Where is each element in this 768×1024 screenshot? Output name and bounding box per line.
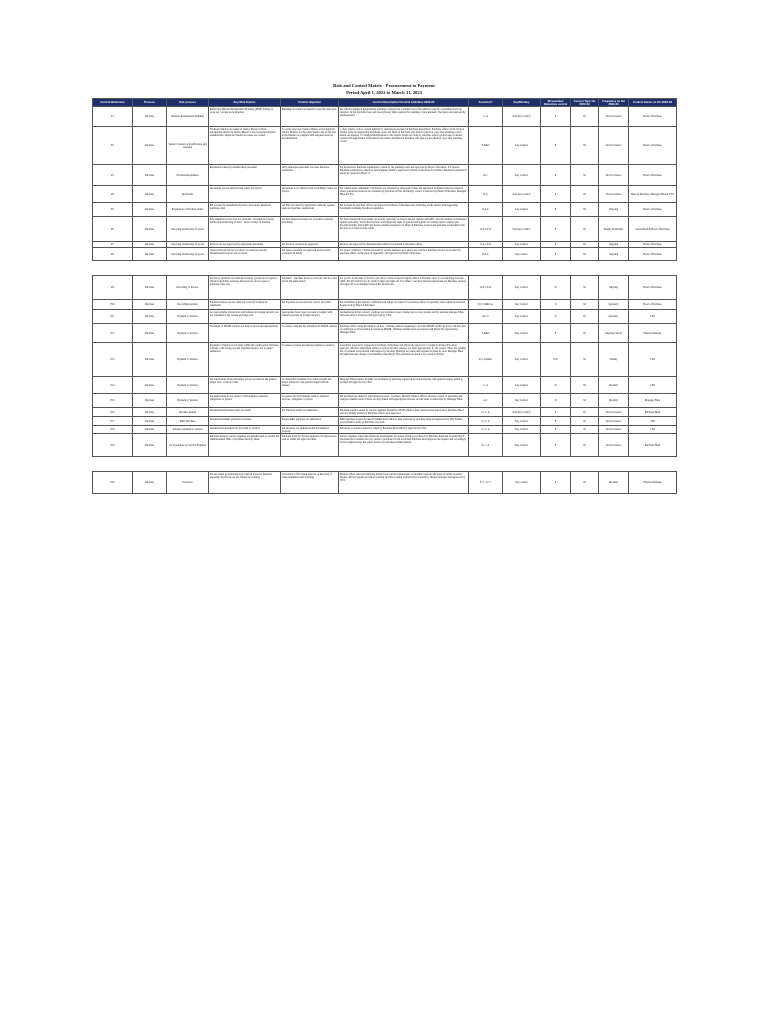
cell-desc: Advances to vendors request is raised by Purchase head which is approved by CFO. xyxy=(339,426,469,434)
cell-freq: Monthly xyxy=(599,472,629,494)
cell-risk: Unauthorised Purchase return are made. xyxy=(209,408,281,417)
cell-assertion: E, C, A xyxy=(469,434,503,457)
document-period: Period April 1, 2022 to March 31, 2023 xyxy=(346,90,422,95)
cell-type: M xyxy=(571,248,599,261)
cell-freq: Ongoing xyxy=(599,276,629,300)
column-header: Control objective xyxy=(281,99,339,107)
table-row xyxy=(93,394,677,408)
cell-desc: For spares / Delivery Challan is issued by service engineer once spares are received. Purchase invoice is recorded by purchase officer on the basis of signed DC and approved by Head of Purchase. xyxy=(339,248,469,261)
table-row xyxy=(93,127,677,165)
cell-sub: Vendor Creation or modification and selection xyxy=(167,127,209,165)
cell-freq: Quarterly xyxy=(599,310,629,324)
cell-desc: Service engineer raises miscellaneous requirements for spares which are reviewed by Purchase head and on analysing if purchase head consider that it is viable to purchase it from local then Purchase head approves the request and accordingly service engineer buys the spares from local and takes reimbursement. xyxy=(339,434,469,457)
cell-type: M xyxy=(571,107,599,127)
cell-key: Key Control xyxy=(503,300,541,310)
cell-key: Key Control xyxy=(503,417,541,426)
cell-owner: Manager F&A xyxy=(629,394,677,408)
cell-risk: PO is raised by unauthorized person. Inaccurate/ Duplicate purchase order xyxy=(209,203,281,217)
cell-ref: P20 xyxy=(93,472,133,494)
cell-owner: Purchase Head xyxy=(629,408,677,417)
cell-assertion: E,R&O xyxy=(469,324,503,343)
cell-objective: Ensure R&D purchase are authorized. xyxy=(281,417,339,426)
cell-sub: Preparation of Purchase Order xyxy=(167,203,209,217)
cell-objective: All Spares received are approved and recorded accurately & timely xyxy=(281,248,339,261)
document-title: Risk and Control Matrix - Procurement to Payment xyxy=(333,83,435,88)
cell-pd: D xyxy=(541,300,571,310)
cell-desc: Purchase return is raised by service engineer. Respective HOD which is then reviewed and approved by Purchase Head and accordingly posted by Purchase officer once approved. xyxy=(339,408,469,417)
cell-pd: P xyxy=(541,127,571,165)
cell-owner: MD xyxy=(629,417,677,426)
cell-freq: On Occurrence xyxy=(599,107,629,127)
cell-owner: Head of Purchase xyxy=(629,107,677,127)
cell-sub: Purchase Return xyxy=(167,408,209,417)
cell-owner: CFO xyxy=(629,343,677,377)
cell-pd: P xyxy=(541,217,571,242)
cell-objective: To ensure that payment of accounts payable sub ledger balances to the general ledger with GL balance xyxy=(281,377,339,394)
section-spacer xyxy=(93,457,677,472)
cell-sub: Provision xyxy=(167,472,209,494)
cell-owner: Head of Purchase xyxy=(629,165,677,186)
cell-objective: All invoices received are approved xyxy=(281,242,339,248)
cell-objective: Quotations to be analysed and accordingly orders are placed xyxy=(281,186,339,203)
cell-assertion: E, C, A, V xyxy=(469,472,503,494)
cell-assertion: E,R&O xyxy=(469,127,503,165)
cell-desc: As mentioned in the contract, creditors are translated as per closing rate at every quarter end by assistant manager F&A and each entry is reviewed and approved by CFO. xyxy=(339,310,469,324)
cell-freq: Ongoing xyxy=(599,203,629,217)
cell-sub: Invoicing and Receipt of goods xyxy=(167,217,209,242)
cell-assertion: A,C,V xyxy=(469,310,503,324)
cell-risk: Payment to Vendors is not made within the credit period. Payment is made to the wrong account. Payment made is not accurate / authorized xyxy=(209,343,281,377)
cell-ref: P19 xyxy=(93,434,133,457)
cell-assertion: O, C, A xyxy=(469,426,503,434)
cell-key: Key Control xyxy=(503,310,541,324)
table-row xyxy=(93,408,677,417)
cell-freq: On Occurrence xyxy=(599,408,629,417)
cell-process: Purchase xyxy=(133,276,167,300)
cell-type: M xyxy=(571,217,599,242)
cell-owner: Head of Purchase xyxy=(629,248,677,261)
cell-pd: P xyxy=(541,248,571,261)
cell-risk: Account payable transactions and balances in foreign currency are not translated at the current exchange rate. xyxy=(209,310,281,324)
cell-process: Purchase xyxy=(133,343,167,377)
cell-risk: Unauthorised Advances are provided to vendors. xyxy=(209,426,281,434)
cell-sub: Advance payment to vendors xyxy=(167,426,209,434)
cell-key: Key Control xyxy=(503,324,541,343)
table-row xyxy=(93,310,677,324)
cell-sub: Payment to Vendors xyxy=(167,394,209,408)
cell-pd: P xyxy=(541,426,571,434)
column-header: Control Reference xyxy=(93,99,133,107)
cell-key: Key Control xyxy=(503,127,541,165)
cell-ref: P6 xyxy=(93,217,133,242)
cell-pd: P xyxy=(541,186,571,203)
cell-risk: All transactions of the sub ledger are not recorded in the general ledger and / or the accounts xyxy=(209,377,281,394)
cell-risk: Unauthorised R&D purchases are made. xyxy=(209,417,281,426)
table-row xyxy=(93,417,677,426)
cell-sub: Invoicing and Receipt of goods xyxy=(167,248,209,261)
cell-key: Key Control xyxy=(503,343,541,377)
table-row xyxy=(93,300,677,310)
table-row xyxy=(93,324,677,343)
cell-risk: Excess/ under provisioning may result in incorrect financial reporting. Provisions are not backed by working xyxy=(209,472,281,494)
cell-ref: P18 xyxy=(93,426,133,434)
cell-process: Purchase xyxy=(133,324,167,343)
cell-owner: CFO xyxy=(629,377,677,394)
cell-process: Purchase xyxy=(133,217,167,242)
cell-assertion: C, A xyxy=(469,107,503,127)
cell-type: M xyxy=(571,472,599,494)
column-header: Control Description/ Control Activities 2022-23 xyxy=(339,99,469,107)
cell-desc: R&D purchase request is raised by R&D head which is then reviewed by purchase head and approved by MD. Further procurement is same as Purchase of Goods. xyxy=(339,417,469,426)
column-header: Key/Nonkey xyxy=(503,99,541,107)
cell-ref: P17 xyxy=(93,417,133,426)
cell-sub: Recording of Invoice xyxy=(167,276,209,300)
cell-pd: D xyxy=(541,276,571,300)
cell-desc: For Raw material & Store items: At security gate entry is done in inward register and GRN / Invoice number is mentioned against each entry. Stores head reviews and physically signs on gate inward register on weekly basis to ensure gate inwards matches with GRN and Invoice number mapped to it. Head of Purchase reviews and performs on monthly basis invoices is created in entry GRN. xyxy=(339,217,469,242)
cell-ref: P7 xyxy=(93,242,133,248)
cell-sub: Invoicing and Receipt of goods xyxy=(167,242,209,248)
cell-objective: All Purchase return are authorized. xyxy=(281,408,339,417)
cell-pd: P xyxy=(541,242,571,248)
cell-ref: P13 xyxy=(93,343,133,377)
cell-objective: All Payables are recorded are correct and valid. xyxy=(281,300,339,310)
cell-key: Non Key Control xyxy=(503,107,541,127)
cell-type: M xyxy=(571,377,599,394)
cell-sub: Payment to Vendors xyxy=(167,310,209,324)
cell-pd: P xyxy=(541,107,571,127)
cell-objective: To ensure that all payments relate to business services, obligation or payees xyxy=(281,394,339,408)
cell-process: Purchase xyxy=(133,434,167,457)
column-header: Assertion* xyxy=(469,99,503,107)
cell-ref: P4 xyxy=(93,186,133,203)
table-row xyxy=(93,186,677,203)
cell-objective: Purchase made by Service engineers are approved as well as within the approved limit. xyxy=(281,434,339,457)
cell-freq: On Occurrence xyxy=(599,186,629,203)
cell-type: M xyxy=(571,203,599,217)
cell-desc: Purchase officer sends the email to all new / existing vendors requesting to provide MSME certificate if any. On the basis of certificate received vendor is treated as MSME. Ultimate identification is reviewed and physically approved by Manager F&A. xyxy=(339,324,469,343)
cell-risk: Requisition raised by unauthorized personnel xyxy=(209,165,281,186)
cell-freq: Quarterly xyxy=(599,300,629,310)
cell-risk: Spares received are not recorded / recorded incorrectly. Unauthorized invoices are recorded. xyxy=(209,248,281,261)
cell-risk: Raw Material received are not recorded / recorded incorrectly. Ineffective monitoring of short / excess receipt of material. xyxy=(209,217,281,242)
cell-type: M xyxy=(571,186,599,203)
cell-type: M xyxy=(571,242,599,248)
column-header: Control Owner as On 2022-23 xyxy=(629,99,677,107)
cell-freq: On Occurrence xyxy=(599,434,629,457)
cell-key: Key control xyxy=(503,472,541,494)
table-row xyxy=(93,107,677,127)
document-page xyxy=(92,82,676,494)
table-row xyxy=(93,343,677,377)
cell-desc: For goods: At the time of invoice, grn entry is done in inward register. Head of Purchase does 3 way matching between GRN, PO, PO and Invoice in vendor ledger and signs off. For Others / services: Inward register head of Purchase reviews and signs off on evaluating between PO and Invoice. xyxy=(339,276,469,300)
cell-process: Purchase xyxy=(133,248,167,261)
cell-type: M xyxy=(571,300,599,310)
cell-risk: Payable balances are not reflected correctly in financial statements. xyxy=(209,300,281,310)
cell-sub: Material Requirement Planning xyxy=(167,107,209,127)
cell-pd: D xyxy=(541,377,571,394)
cell-pd: P xyxy=(541,165,571,186)
cell-assertion: E,C,A,R&O xyxy=(469,343,503,377)
cell-objective: To ensure company has identified all MSME vendors xyxy=(281,324,339,343)
cell-objective: Only authorized personnel can raise Purchase requisition xyxy=(281,165,339,186)
cell-desc: Reconciliation is the balance confirmation & ledger is prepared by purchase officer on quarterly basis which is reviewed & approved by Head of Purchase. xyxy=(339,300,469,310)
cell-type: M xyxy=(571,310,599,324)
cell-process: Purchase xyxy=(133,408,167,417)
cell-owner: Head of Purchase xyxy=(629,300,677,310)
cell-risk: Purchase made by service engineer are unauthorised or outside the reimbursement limit of purchases head by them. xyxy=(209,434,281,457)
column-header: Frequency as On 2022-23 xyxy=(599,99,629,107)
cell-freq: On Occurrence xyxy=(599,127,629,165)
cell-pd: D xyxy=(541,394,571,408)
cell-freq: Ongoing xyxy=(599,248,629,261)
cell-sub: Recording payables xyxy=(167,300,209,310)
column-header: (Preventive/ (Detective control xyxy=(541,99,571,107)
cell-type: M xyxy=(571,276,599,300)
cell-pd: P xyxy=(541,408,571,417)
cell-desc: For Production: Purchase requisition is raised by the planning team and approved by Head of Purchase. For Spares: Purchase requisition is raised by user/engineer which is approved by Head of Purchase. For Others: Purchase requisition is issued by respective Head of xyxy=(339,165,469,186)
cell-process: Purchase xyxy=(133,394,167,408)
cell-pd: P/D xyxy=(541,343,571,377)
cell-key: Key Control xyxy=(503,276,541,300)
cell-type: M xyxy=(571,324,599,343)
cell-owner: Head of Purchase xyxy=(629,203,677,217)
table-row xyxy=(93,203,677,217)
cell-ref: P5 xyxy=(93,203,133,217)
cell-sub: Local purchase by Service Engineer xyxy=(167,434,209,457)
cell-sub: Quotations xyxy=(167,186,209,203)
risk-control-matrix-table xyxy=(92,98,677,494)
cell-ref: P10 xyxy=(93,300,133,310)
table-row xyxy=(93,248,677,261)
cell-risk: Payments made do not relate to valid business expenses, obligations or payees xyxy=(209,394,281,408)
cell-objective: Calculation of Provision must be on the basis of valid assumption and workings xyxy=(281,472,339,494)
cell-freq: Weekly & Monthly xyxy=(599,217,629,242)
title-block xyxy=(92,82,676,96)
cell-key: Key Control xyxy=(503,426,541,434)
cell-ref: P16 xyxy=(93,408,133,417)
cell-desc: An effective Material Requirement planning company has a standard excel file which is used for preventing stock out situation. In this file/table base and stores (buyer) input required for planning of procurement. The inputs are analyzed by purchase head. xyxy=(339,107,469,127)
cell-desc: Manager F&A prepares monthly reconciliation of purchase register & Accounts Payable with general ledgers which is verified and approved by CFO. xyxy=(339,377,469,394)
cell-freq: Monthly xyxy=(599,394,629,408)
table-row xyxy=(93,472,677,494)
cell-assertion: O,A,C xyxy=(469,248,503,261)
cell-objective: Suppliers' / purchase invoices correctly and are valid and in the same period. xyxy=(281,276,339,300)
cell-process: Purchase xyxy=(133,203,167,217)
column-header: Sub process xyxy=(167,99,209,107)
cell-owner: Head of Purchase, Manager F&A & CFO xyxy=(629,186,677,203)
cell-desc: A payment proposal is prepared by the Head of Purchase and physically approved or sought from the CFO. After approval, Advance adjustment entries as before the GFC releases are done appropriately by the vendor. Thus, the pending list of payment is reconciled with ledgers by the Asst. Manager Accounts and payment is made by Asst. Manager F&A through bank and cheque or net banking respectively. The payments are made every week on Friday. xyxy=(339,343,469,377)
table-row xyxy=(93,434,677,457)
cell-owner: CFO xyxy=(629,426,677,434)
cell-type: M xyxy=(571,394,599,408)
cell-key: Key Control xyxy=(503,165,541,186)
cell-key: Non Key Control xyxy=(503,217,541,242)
cell-key: Non Key Control xyxy=(503,186,541,203)
cell-assertion: O,A,C,E,O xyxy=(469,217,503,242)
cell-process: Purchase xyxy=(133,242,167,248)
column-header: Process xyxy=(133,99,167,107)
cell-assertion: E,C,V,R&O,A xyxy=(469,300,503,310)
cell-desc: Invoices are approved by Purchase head which is forwarded to Purchase officer. xyxy=(339,242,469,248)
cell-process: Purchase xyxy=(133,310,167,324)
cell-freq: On Occurrence xyxy=(599,417,629,426)
cell-process: Purchase xyxy=(133,472,167,494)
cell-assertion: O,A,C xyxy=(469,203,503,217)
cell-freq: Monthly xyxy=(599,377,629,394)
cell-desc: All payments are linked to appropriate invoices / vouchers. Monthly finance Officer extracts a report of payments and analyses whether each of those are duly linked with appropriate invoices and the same is authorized by Manager F&A. xyxy=(339,394,469,408)
cell-assertion: O,C, xyxy=(469,165,503,186)
cell-objective: To create error free Vendor Master, avoid duplicate Vendor Masters for the same Vendor and all the data in the Masters is complete with adequate back up documentation. xyxy=(281,127,339,165)
table-row xyxy=(93,276,677,300)
cell-type: M xyxy=(571,127,599,165)
cell-desc: Finance officer takes provisioning details from various stakeholders on monthly basis On the basis of details received finance officer prepares provision working and this working is physically reviewed by finance manager and approved by CFO. xyxy=(339,472,469,494)
cell-ref: P12 xyxy=(93,324,133,343)
cell-sub: Purchase Requisition xyxy=(167,165,209,186)
cell-type: M xyxy=(571,417,599,426)
cell-owner: Head of Purchase xyxy=(629,242,677,248)
cell-owner: CFO xyxy=(629,310,677,324)
cell-owner: Stores Head & Head of Purchase xyxy=(629,217,677,242)
table-row xyxy=(93,377,677,394)
cell-sub: Payment to Vendors xyxy=(167,324,209,343)
table-row xyxy=(93,426,677,434)
column-header: Control Type On 2022-23 xyxy=(571,99,599,107)
cell-pd: P xyxy=(541,324,571,343)
cell-freq: Ongoing/ Yearly xyxy=(599,324,629,343)
cell-process: Purchase xyxy=(133,300,167,310)
cell-ref: P15 xyxy=(93,394,133,408)
cell-assertion: O,A xyxy=(469,186,503,203)
table-row xyxy=(93,217,677,242)
table-body xyxy=(93,107,677,494)
cell-owner: Head of Purchase xyxy=(629,127,677,165)
cell-pd: D xyxy=(541,310,571,324)
cell-process: Purchase xyxy=(133,165,167,186)
cell-key: Key Control xyxy=(503,377,541,394)
cell-type: M xyxy=(571,426,599,434)
cell-process: Purchase xyxy=(133,417,167,426)
cell-ref: P9 xyxy=(93,276,133,300)
cell-key: Key Control xyxy=(503,203,541,217)
table-row xyxy=(93,165,677,186)
cell-key: Key Control xyxy=(503,242,541,248)
cell-process: Purchase xyxy=(133,426,167,434)
cell-freq: Ongoing xyxy=(599,242,629,248)
cell-pd: P xyxy=(541,472,571,494)
section-spacer xyxy=(93,261,677,276)
cell-type: M xyxy=(571,343,599,377)
cell-assertion: C, A xyxy=(469,377,503,394)
cell-process: Purchase xyxy=(133,186,167,203)
cell-objective: Planning of production material as per the sales plan xyxy=(281,107,339,127)
cell-freq: On Occurrence xyxy=(599,165,629,186)
cell-ref: P8 xyxy=(93,248,133,261)
cell-process: Purchase xyxy=(133,107,167,127)
cell-risk: Invoices are not approved by appropriate personnel xyxy=(209,242,281,248)
cell-desc: PO is raised by purchase officer and approved by Head of Purchase after reviewing all the details with supporting documents including Purchase requisition. xyxy=(339,203,469,217)
cell-objective: All Raw material receipts are recorded accurately and timely xyxy=(281,217,339,242)
table-header-row xyxy=(93,99,677,107)
cell-ref: P14 xyxy=(93,377,133,394)
cell-type: M xyxy=(571,434,599,457)
cell-objective: All advances are authorized and documented properly. xyxy=(281,426,339,434)
cell-pd: P xyxy=(541,417,571,426)
column-header: Key Risk Events xyxy=(209,99,281,107)
cell-sub: Payment to Vendors xyxy=(167,343,209,377)
cell-sub: R&D Purchase xyxy=(167,417,209,426)
cell-key: Key control xyxy=(503,248,541,261)
cell-ref: P11 xyxy=(93,310,133,324)
cell-key: Key Control xyxy=(503,434,541,457)
cell-risk: Fictitious Vendors are added to Vendor Master Critical information entered in Vendor Master is inaccurate/incomplete/ unauthorized. Duplicate Vendor Accounts are created. xyxy=(209,127,281,165)
cell-owner: Finance Manager xyxy=(629,324,677,343)
cell-desc: 1. New vendor code is created initially by authorized personnel in Purchase department. Purchase officer on the basis of Vendor form and supporting document create and Head of Purchase will approve physical copy after ensuring correct details are entered. 2. Changes/Modifications to the vendor master are done by purchase officer on the basis of details received through Vendor form/email from vendor and Head of Purchase will approve the physical copy after ensuring correct xyxy=(339,127,469,165)
cell-assertion: O,A,C,E,O xyxy=(469,276,503,300)
cell-ref: P2 xyxy=(93,127,133,165)
cell-risk: Treatment of MSME vendors are done accurate and appropriately xyxy=(209,324,281,343)
cell-pd: P xyxy=(541,203,571,217)
cell-assertion: O,A,C,E,O xyxy=(469,242,503,248)
cell-key: Key Control xyxy=(503,394,541,408)
cell-freq: On Occurrence xyxy=(599,426,629,434)
cell-process: Purchase xyxy=(133,377,167,394)
cell-risk: Inventory quantities recorded in inventory system do not agree to physical quantities received. Invoiced rate do not agree to purchase order rate. xyxy=(209,276,281,300)
cell-freq: Weekly xyxy=(599,343,629,377)
cell-assertion: A,C xyxy=(469,394,503,408)
cell-owner: Head of Purchase xyxy=(629,276,677,300)
cell-sub: Payment to Vendors xyxy=(167,377,209,394)
cell-objective: All POs are raised by appropriate authority against approved purchase requisitions xyxy=(281,203,339,217)
cell-process: Purchase xyxy=(133,127,167,165)
cell-owner: Finance Manager xyxy=(629,472,677,494)
cell-risk: Quotations are not analysed and orders are placed xyxy=(209,186,281,203)
cell-assertion: O, C, A xyxy=(469,417,503,426)
cell-desc: For capital items, Minimum 3 quotations are obtained for subsequent value and Quotation evaluation sheet is prepared where quotations received are evaluated by purchase officer and finally, vendor is selected by Head of Purchase, Manager F&A & CFO. xyxy=(339,186,469,203)
cell-objective: To ensure accurate and timely payment to vendors xyxy=(281,343,339,377)
cell-type: M xyxy=(571,408,599,417)
cell-objective: Appropriate forex rate to be used to ledgers with balances payable in foreign currency xyxy=(281,310,339,324)
cell-risk: Ineffective Material Requirement Planning (MRP) leading to stock out / excess stock situation. xyxy=(209,107,281,127)
cell-assertion: O, C, A xyxy=(469,408,503,417)
cell-key: Non Key Control xyxy=(503,408,541,417)
cell-owner: Purchase Head xyxy=(629,434,677,457)
cell-ref: P1 xyxy=(93,107,133,127)
cell-pd: P xyxy=(541,434,571,457)
cell-ref: P3 xyxy=(93,165,133,186)
cell-type: M xyxy=(571,165,599,186)
